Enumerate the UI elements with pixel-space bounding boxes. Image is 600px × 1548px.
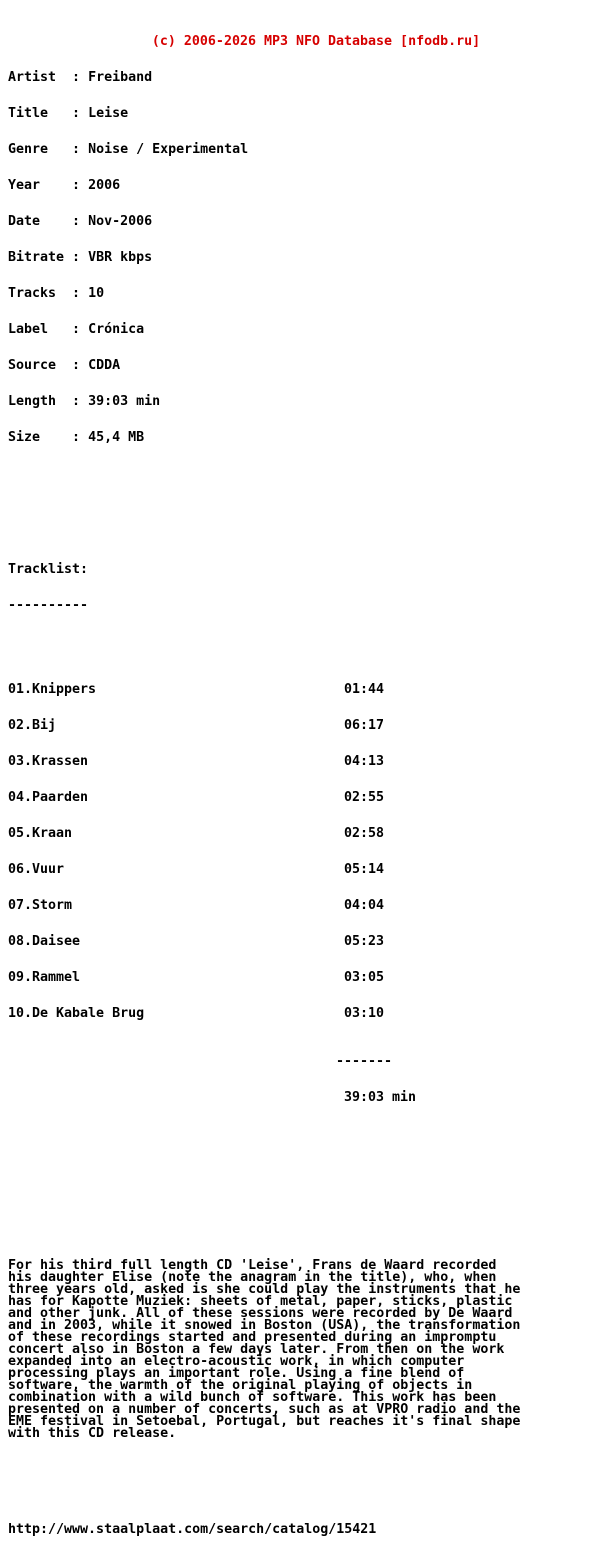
- track-row: [8, 792, 592, 804]
- info-key: Date: [8, 214, 65, 229]
- blank-line: [8, 1176, 592, 1188]
- track-name: 06.Vuur: [8, 862, 65, 877]
- total-length: 39:03 min: [344, 1090, 417, 1105]
- info-key: Artist: [8, 70, 65, 85]
- track-name: 03.Krassen: [8, 754, 89, 769]
- track-name: 02.Bij: [8, 718, 57, 733]
- track-name: 08.Daisee: [8, 934, 81, 949]
- info-value: 39:03 min: [88, 394, 161, 409]
- track-row: [8, 1008, 592, 1020]
- track-time: 05:14: [344, 862, 385, 877]
- description-line: combination with a wild bunch of software. This work has been: [8, 1390, 497, 1405]
- track-row: [8, 756, 592, 768]
- track-time: 02:55: [344, 790, 385, 805]
- info-value: 10: [88, 286, 105, 301]
- description-line: concert also in Boston a few days later. From then on the work: [8, 1342, 505, 1357]
- description-line: three years old, asked is she could play the instruments that he: [8, 1282, 521, 1297]
- info-size: Size : 45,4 MB: [8, 430, 145, 445]
- info-value: VBR kbps: [88, 250, 153, 265]
- track-name: 07.Storm: [8, 898, 73, 913]
- info-value: Crónica: [88, 322, 145, 337]
- description-paragraph: [8, 1260, 592, 1440]
- info-value: Nov-2006: [88, 214, 153, 229]
- info-value: CDDA: [88, 358, 121, 373]
- total-row: [8, 1092, 592, 1104]
- info-key: Tracks: [8, 286, 65, 301]
- info-key: Length: [8, 394, 65, 409]
- track-name: 10.De Kabale Brug: [8, 1006, 145, 1021]
- info-key: Title: [8, 106, 65, 121]
- info-value: 2006: [88, 178, 121, 193]
- description-line: and other junk. All of these sessions were recorded by De Waard: [8, 1306, 513, 1321]
- track-time: 03:05: [344, 970, 385, 985]
- info-value: Freiband: [88, 70, 153, 85]
- credit-line[interactable]: (c) 2006-2026 MP3 NFO Database [nfodb.ru]: [151, 34, 481, 49]
- blank-line: [8, 1212, 592, 1224]
- description-line: presented on a number of concerts, such as at VPRO radio and the: [8, 1402, 521, 1417]
- blank-line: [8, 516, 592, 528]
- blank-line: [8, 480, 592, 492]
- description-line: his daughter Elise (note the anagram in the title), who, when: [8, 1270, 497, 1285]
- track-name: 05.Kraan: [8, 826, 73, 841]
- info-key: Size: [8, 430, 65, 445]
- info-bitrate: Bitrate : VBR kbps: [8, 250, 153, 265]
- track-row: [8, 828, 592, 840]
- description-line: For his third full length CD 'Leise', Frans de Waard recorded: [8, 1258, 497, 1273]
- info-value: Noise / Experimental: [88, 142, 249, 157]
- track-row: [8, 936, 592, 948]
- info-date: Date : Nov-2006: [8, 214, 153, 229]
- catalog-link[interactable]: http://www.staalplaat.com/search/catalog/15421: [8, 1522, 377, 1537]
- tracklist-heading: Tracklist:: [8, 562, 89, 577]
- description-line: processing plays an important role. Using a fine blend of: [8, 1366, 465, 1381]
- track-row: [8, 900, 592, 912]
- track-row: [8, 684, 592, 696]
- info-artist: Artist : Freiband: [8, 70, 153, 85]
- description-line: of these recordings started and presented during an impromptu: [8, 1330, 497, 1345]
- info-key: Genre: [8, 142, 65, 157]
- info-length: Length : 39:03 min: [8, 394, 161, 409]
- info-year: Year : 2006: [8, 178, 121, 193]
- track-name: 01.Knippers: [8, 682, 97, 697]
- info-title: Title : Leise: [8, 106, 129, 121]
- info-value: 45,4 MB: [88, 430, 145, 445]
- nfo-document: [8, 0, 592, 1548]
- total-separator-row: [8, 1056, 592, 1068]
- track-row: [8, 720, 592, 732]
- info-key: Bitrate: [8, 250, 65, 265]
- info-key: Year: [8, 178, 65, 193]
- track-row: [8, 864, 592, 876]
- track-time: 05:23: [344, 934, 385, 949]
- description-line: expanded into an electro-acoustic work, in which computer: [8, 1354, 465, 1369]
- track-name: 04.Paarden: [8, 790, 89, 805]
- info-value: Leise: [88, 106, 129, 121]
- blank-line: [8, 1476, 592, 1488]
- total-separator: -------: [336, 1054, 393, 1069]
- track-time: 01:44: [344, 682, 385, 697]
- info-genre: Genre : Noise / Experimental: [8, 142, 249, 157]
- track-time: 02:58: [344, 826, 385, 841]
- track-name: 09.Rammel: [8, 970, 81, 985]
- track-time: 04:04: [344, 898, 385, 913]
- blank-line: [8, 1140, 592, 1152]
- info-key: Source: [8, 358, 65, 373]
- description-line: and in 2003, while it snowed in Boston (USA), the transformation: [8, 1318, 521, 1333]
- info-source: Source : CDDA: [8, 358, 121, 373]
- info-tracks: Tracks : 10: [8, 286, 105, 301]
- track-time: 06:17: [344, 718, 385, 733]
- track-time: 04:13: [344, 754, 385, 769]
- description-line: has for Kapotte Muziek: sheets of metal, paper, sticks, plastic: [8, 1294, 513, 1309]
- track-row: [8, 972, 592, 984]
- info-label: Label : Crónica: [8, 322, 145, 337]
- description-line: with this CD release.: [8, 1426, 177, 1441]
- track-time: 03:10: [344, 1006, 385, 1021]
- description-line: software, the warmth of the original playing of objects in: [8, 1378, 473, 1393]
- tracklist-underline: ----------: [8, 598, 89, 613]
- info-key: Label: [8, 322, 65, 337]
- blank-line: [8, 636, 592, 648]
- description-line: EME festival in Setoebal, Portugal, but reaches it's final shape: [8, 1414, 521, 1429]
